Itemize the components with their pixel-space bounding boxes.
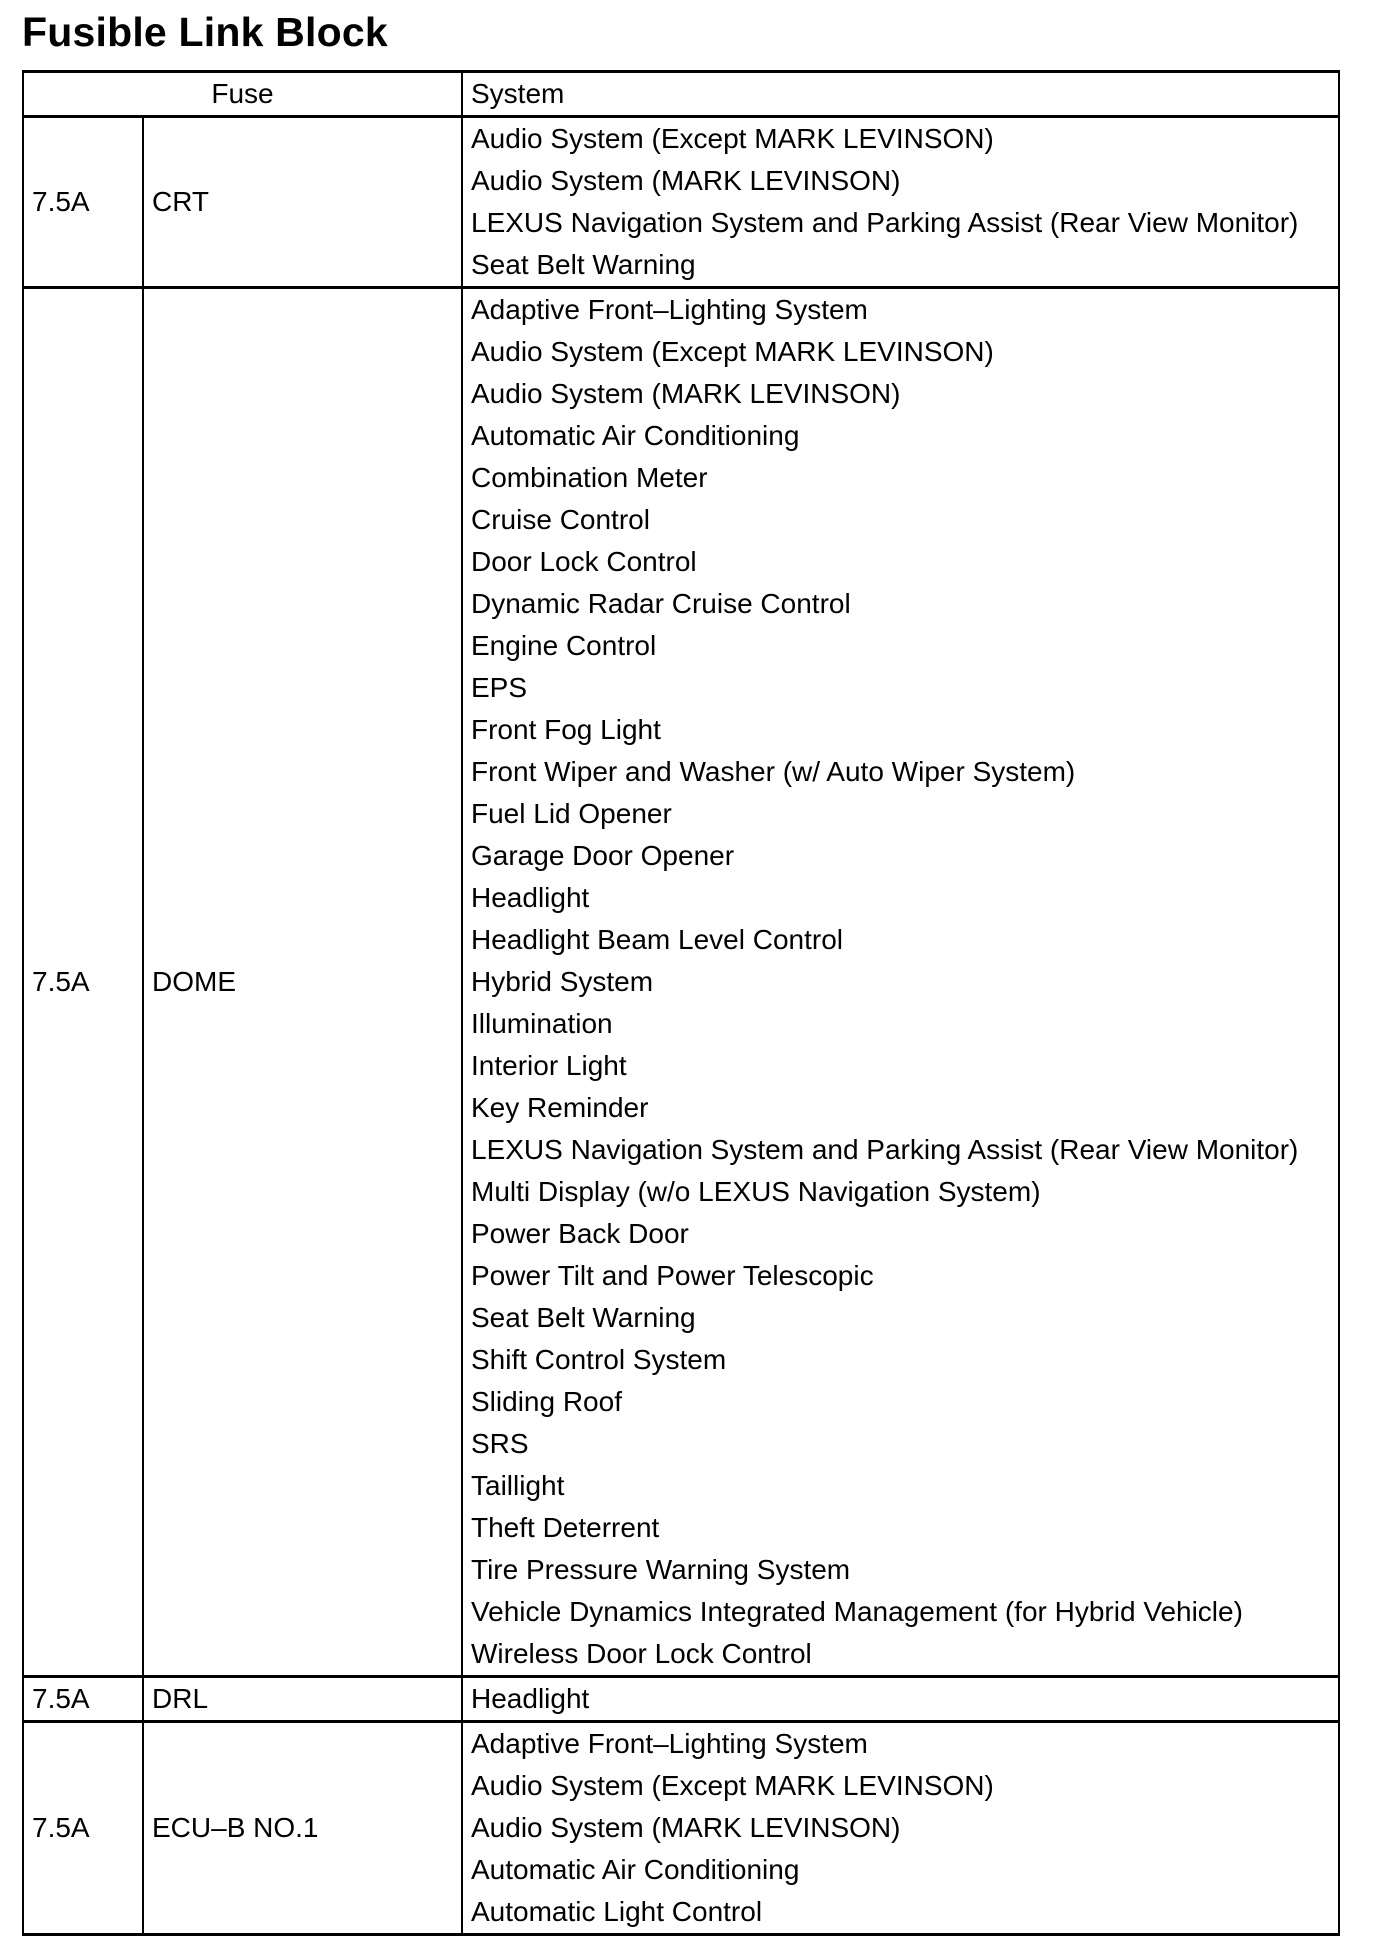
system-item: Tire Pressure Warning System (471, 1554, 851, 1585)
system-item: SRS (471, 1428, 529, 1459)
system-item: Headlight (471, 1683, 590, 1714)
system-item: Audio System (Except MARK LEVINSON) (471, 123, 994, 154)
system-item: Seat Belt Warning (471, 249, 696, 280)
fuse-amperage: 7.5A (23, 1722, 143, 1935)
system-item: Dynamic Radar Cruise Control (471, 588, 851, 619)
system-item: Audio System (Except MARK LEVINSON) (471, 1770, 994, 1801)
system-item: LEXUS Navigation System and Parking Assist (Rear View Monitor) (471, 1134, 1299, 1165)
system-item: Adaptive Front–Lighting System (471, 294, 868, 325)
system-item: Cruise Control (471, 504, 650, 535)
system-item: Multi Display (w/o LEXUS Navigation System) (471, 1176, 1041, 1207)
fuse-rows (23, 117, 1339, 1935)
system-item: Front Wiper and Washer (w/ Auto Wiper System) (471, 756, 1076, 787)
system-item: Adaptive Front–Lighting System (471, 1728, 868, 1759)
table-row (23, 1677, 1339, 1722)
system-item: Audio System (MARK LEVINSON) (471, 165, 901, 196)
system-item: Front Fog Light (471, 714, 661, 745)
table-header-row (23, 72, 1339, 117)
system-item: Power Tilt and Power Telescopic (471, 1260, 874, 1291)
system-item: Fuel Lid Opener (471, 798, 672, 829)
system-item: Theft Deterrent (471, 1512, 660, 1543)
system-item: Headlight (471, 882, 590, 913)
system-item: Key Reminder (471, 1092, 649, 1123)
system-item: Audio System (MARK LEVINSON) (471, 1812, 901, 1843)
system-item: Illumination (471, 1008, 613, 1039)
fuse-name: DOME (143, 288, 462, 1677)
table-row (23, 1722, 1339, 1935)
fuse-name: CRT (143, 117, 462, 288)
system-item: Audio System (MARK LEVINSON) (471, 378, 901, 409)
fuse-amperage: 7.5A (23, 117, 143, 288)
system-item: LEXUS Navigation System and Parking Assist (Rear View Monitor) (471, 207, 1299, 238)
system-item: EPS (471, 672, 528, 703)
page-title: Fusible Link Block (22, 9, 388, 55)
system-item: Interior Light (471, 1050, 627, 1081)
fuse-column-header: Fuse (23, 72, 462, 117)
table-row (23, 117, 1339, 288)
system-list (462, 288, 1339, 1677)
fuse-table (22, 70, 1340, 1936)
system-item: Automatic Light Control (471, 1896, 763, 1927)
system-item: Garage Door Opener (471, 840, 735, 871)
system-item: Taillight (471, 1470, 565, 1501)
system-item: Automatic Air Conditioning (471, 1854, 800, 1885)
system-item: Hybrid System (471, 966, 654, 997)
fuse-name: ECU–B NO.1 (143, 1722, 462, 1935)
system-item: Headlight Beam Level Control (471, 924, 843, 955)
table-row (23, 288, 1339, 1677)
system-item: Seat Belt Warning (471, 1302, 696, 1333)
fuse-name: DRL (143, 1677, 462, 1722)
system-column-header: System (462, 72, 1339, 117)
system-list (462, 1677, 1339, 1722)
system-item: Automatic Air Conditioning (471, 420, 800, 451)
system-list (462, 117, 1339, 288)
system-item: Power Back Door (471, 1218, 689, 1249)
system-item: Wireless Door Lock Control (471, 1638, 812, 1669)
system-item: Combination Meter (471, 462, 708, 493)
system-item: Audio System (Except MARK LEVINSON) (471, 336, 994, 367)
system-item: Vehicle Dynamics Integrated Management (for Hybrid Vehicle) (471, 1596, 1243, 1627)
system-item: Shift Control System (471, 1344, 727, 1375)
fuse-amperage: 7.5A (23, 1677, 143, 1722)
system-item: Sliding Roof (471, 1386, 622, 1417)
system-list (462, 1722, 1339, 1935)
system-item: Engine Control (471, 630, 657, 661)
system-item: Door Lock Control (471, 546, 697, 577)
fuse-amperage: 7.5A (23, 288, 143, 1677)
